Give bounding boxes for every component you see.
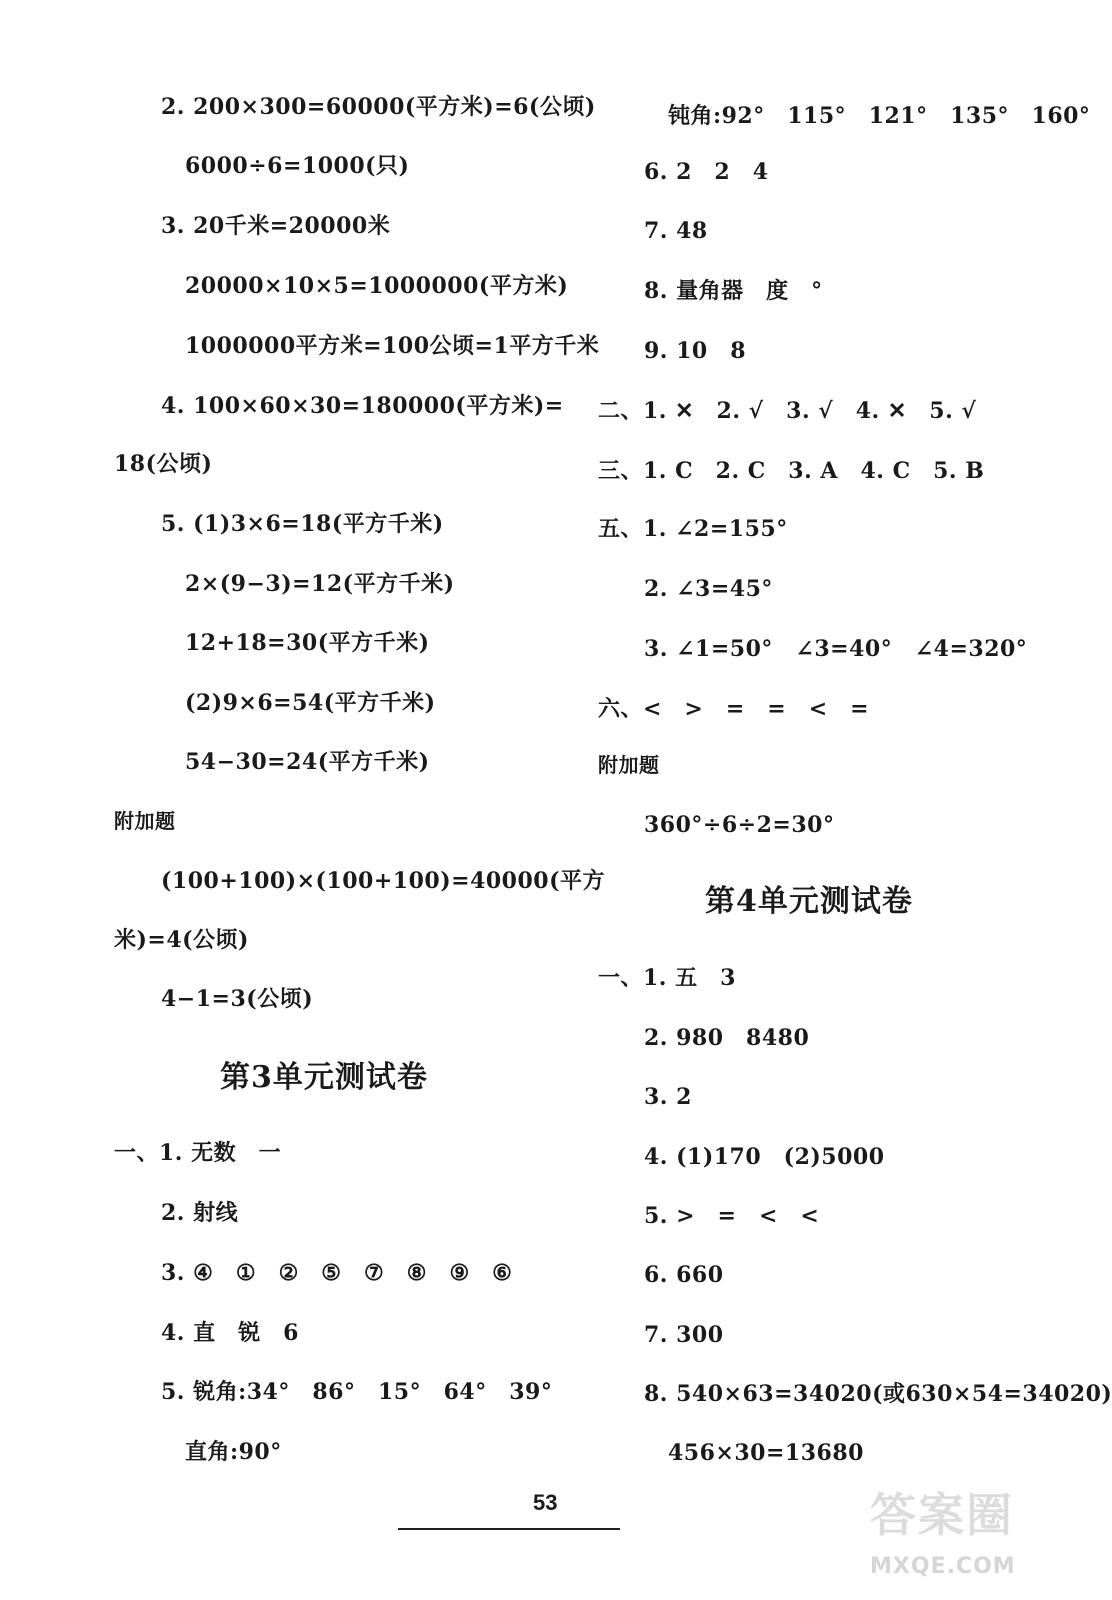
answer-line: 3. 2 — [644, 1084, 692, 1110]
answer-line: 4−1=3(公顷) — [161, 986, 314, 1012]
answer-line: 4. 直 锐 6 — [161, 1320, 299, 1346]
answer-line: 7. 300 — [644, 1322, 724, 1348]
answer-line: 5. > = < < — [644, 1203, 820, 1229]
answer-line: 4. (1)170 (2)5000 — [644, 1144, 885, 1170]
answer-line: (100+100)×(100+100)=40000(平方 — [161, 868, 606, 894]
unit4-title: 第4单元测试卷 — [705, 884, 913, 919]
footer-divider — [398, 1528, 620, 1530]
answer-line: 五、1. ∠2=155° — [598, 516, 788, 542]
page-number: 53 — [533, 1490, 558, 1515]
answer-line: 6. 2 2 4 — [644, 159, 769, 185]
answer-line: 6. 660 — [644, 1262, 724, 1288]
answer-line: 5. 锐角:34° 86° 15° 64° 39° — [161, 1379, 553, 1405]
answer-line: 2. 980 8480 — [644, 1025, 810, 1051]
watermark-logo: 答案圈 — [870, 1488, 1014, 1542]
watermark-url: MXQE.COM — [870, 1554, 1016, 1579]
answer-line: 2. 射线 — [161, 1200, 239, 1226]
answer-line: 直角:90° — [185, 1439, 282, 1465]
answer-line: 米)=4(公顷) — [114, 927, 249, 953]
answer-line: 9. 10 8 — [644, 338, 747, 364]
answer-line: 2. ∠3=45° — [644, 576, 773, 602]
answer-line: 2×(9−3)=12(平方千米) — [185, 571, 455, 597]
answer-line: 钝角:92° 115° 121° 135° 160° — [668, 103, 1091, 129]
bonus-question-label: 附加题 — [114, 809, 176, 833]
answer-line: 一、1. 五 3 — [598, 965, 736, 991]
answer-line: 1000000平方米=100公顷=1平方千米 — [185, 333, 600, 359]
bonus-question-label: 附加题 — [598, 753, 660, 777]
answer-line: 360°÷6÷2=30° — [644, 812, 835, 838]
answer-line: 2. 200×300=60000(平方米)=6(公顷) — [161, 94, 596, 120]
answer-line: 20000×10×5=1000000(平方米) — [185, 273, 569, 299]
answer-line: 5. (1)3×6=18(平方千米) — [161, 511, 444, 537]
answer-line: 12+18=30(平方千米) — [185, 630, 430, 656]
answer-line: 3. ∠1=50° ∠3=40° ∠4=320° — [644, 636, 1028, 662]
answer-line: 一、1. 无数 一 — [114, 1140, 282, 1166]
answer-line: 8. 540×63=34020(或630×54=34020) — [644, 1381, 1112, 1407]
watermark — [870, 1480, 1050, 1590]
unit3-title: 第3单元测试卷 — [220, 1060, 428, 1095]
answer-line: 8. 量角器 度 ° — [644, 278, 823, 304]
answer-line: 6000÷6=1000(只) — [185, 153, 410, 179]
answer-line: 二、1. ✕ 2. √ 3. √ 4. ✕ 5. √ — [598, 398, 977, 424]
answer-line: 54−30=24(平方千米) — [185, 749, 430, 775]
answer-line: 18(公顷) — [114, 451, 213, 477]
answer-line: 456×30=13680 — [668, 1440, 864, 1466]
answer-line: 7. 48 — [644, 218, 708, 244]
answer-line: 4. 100×60×30=180000(平方米)= — [161, 393, 564, 419]
answer-line: 3. 20千米=20000米 — [161, 213, 391, 239]
answer-line: 3. ④ ① ② ⑤ ⑦ ⑧ ⑨ ⑥ — [161, 1260, 513, 1286]
answer-line: (2)9×6=54(平方千米) — [185, 690, 436, 716]
answer-line: 三、1. C 2. C 3. A 4. C 5. B — [598, 458, 985, 484]
answer-line: 六、< > = = < = — [598, 696, 870, 722]
